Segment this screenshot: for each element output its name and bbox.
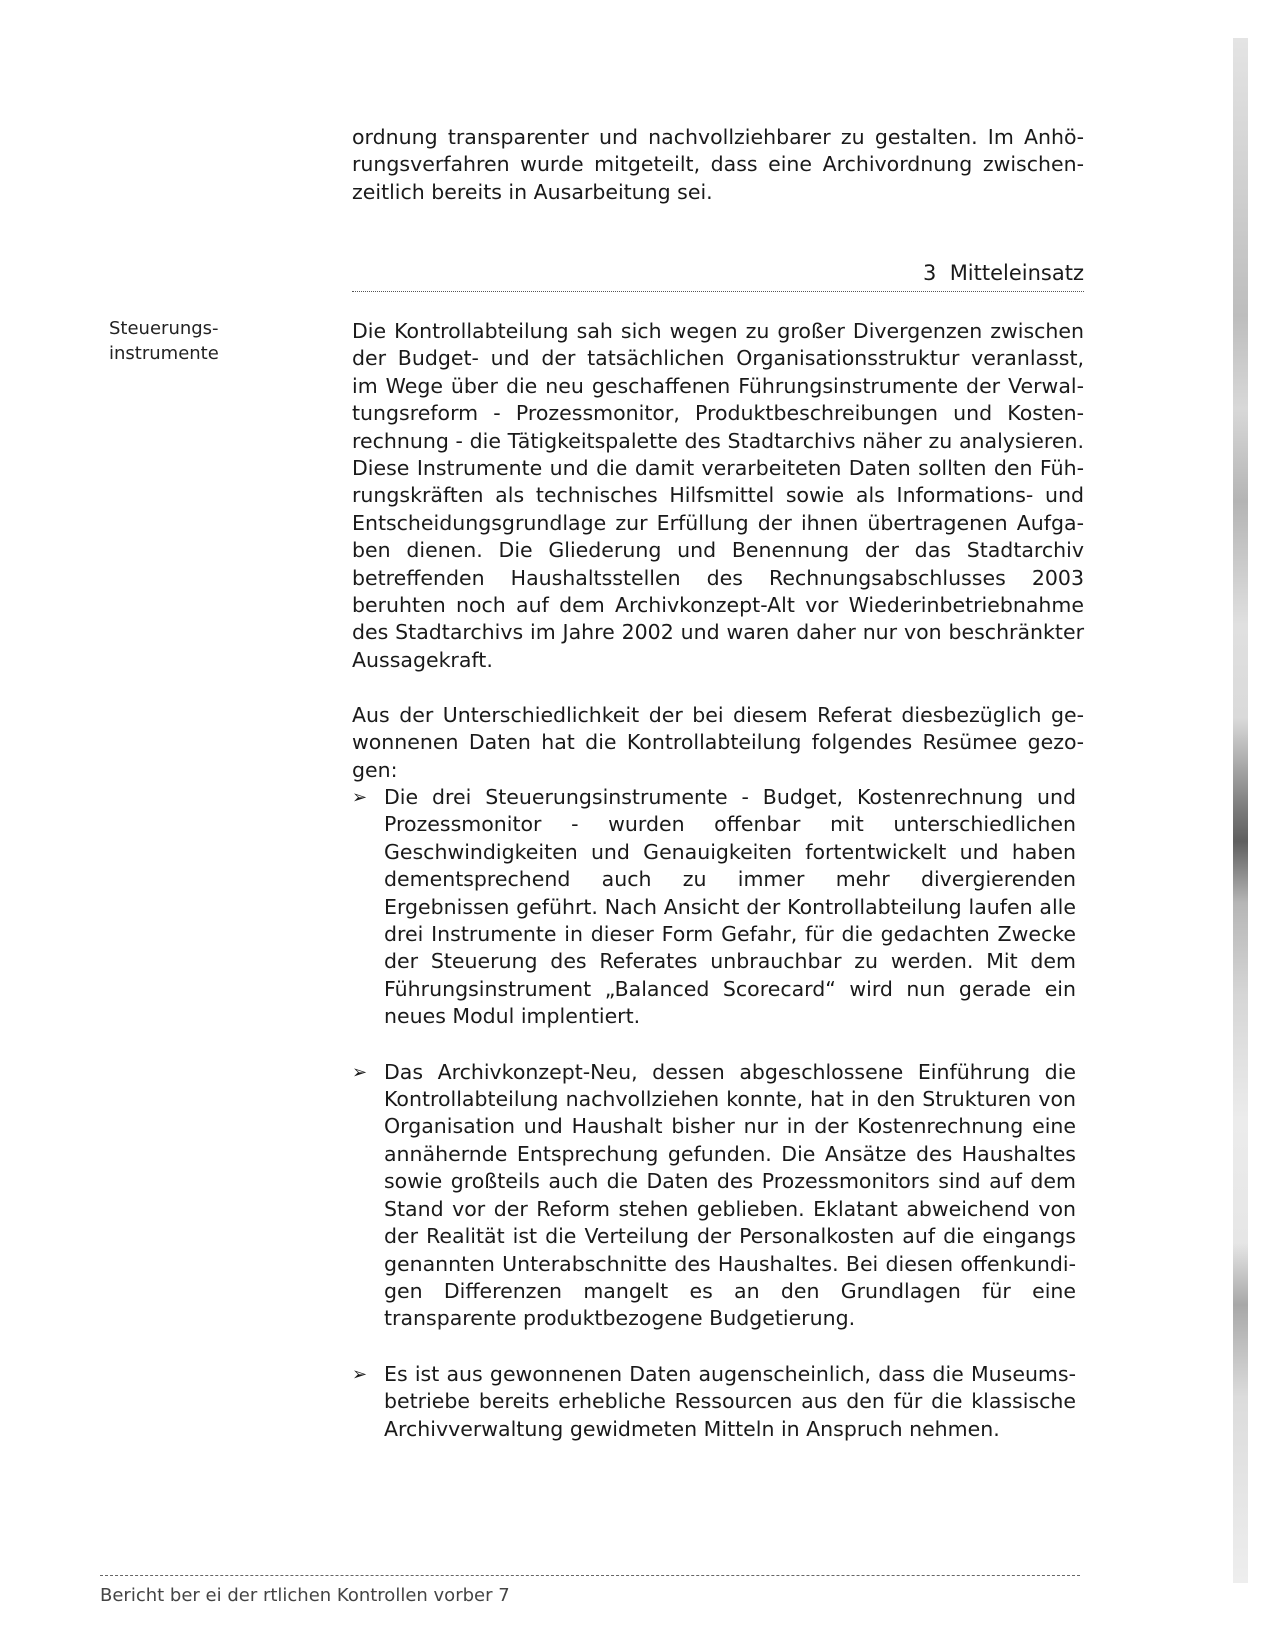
list-item xyxy=(352,1059,1084,1333)
section-number: 3 xyxy=(922,261,937,285)
margin-note xyxy=(109,316,299,366)
body-paragraph: Aus der Unterschiedlichkeit der bei diesem Referat diesbezüglich gewonnenen Daten hat die Kontrollabteilung folgendes Resümee gezogen: xyxy=(352,703,1084,782)
section-heading xyxy=(352,260,1084,292)
margin-note-text: Steuerungs-instrumente xyxy=(109,318,219,364)
list-item xyxy=(352,784,1084,1031)
list-item xyxy=(352,1361,1084,1443)
list-item-text: Die drei Steuerungsinstrumente - Budget, Kostenrechnung und Prozessmonitor - wurden offenbar mit unterschiedlichen Geschwindigkeiten und Genauigkeiten fortentwickelt und haben dementsprechend auch zu immer mehr divergierenden Ergebnissen geführt. Nach Ansicht der Kontrollabteilung laufen alle drei Instrumente in dieser Form Gefahr, für die gedachten Zwecke der Steuerung des Referates unbrauchbar zu werden. Mit dem Führungsinstrument „Balanced Scorecard“ wird nun gerade ein neues Modul implentiert. xyxy=(384,785,1076,1029)
footer-text: Bericht ber ei der rtlichen Kontrollen vorber 7 xyxy=(100,1585,510,1606)
intro-paragraph: ordnung transparenter und nachvollziehbarer zu gestalten. Im Anhörungsverfahren wurde mitgeteilt, dass eine Archivordnung zwischenzeitlich bereits in Ausarbeitung sei. xyxy=(352,125,1084,204)
footer-divider xyxy=(100,1575,1080,1576)
arrow-bullet-icon: ➢ xyxy=(352,787,368,808)
body-paragraph: Die Kontrollabteilung sah sich wegen zu großer Divergenzen zwischen der Budget- und der tatsächlichen Organisationsstruktur veranlasst, im Wege über die neu geschaffenen Führungsinstrumente der Verwaltungsreform - Prozessmonitor, Produktbeschreibungen und Kostenrechnung - die Tätigkeitspalette des Stadtarchivs näher zu analysieren. Diese Instrumente und die damit verarbeiteten Daten sollten den Führungskräften als technisches Hilfsmittel sowie als Informations- und Entscheidungsgrundlage zur Erfüllung der ihnen übertragenen Aufgaben dienen. Die Gliederung und Benennung der das Stadtarchiv betreffenden Haushaltsstellen des Rechnungsabschlusses 2003 beruhten noch auf dem Archivkonzept-Alt vor Wiederinbetriebnahme des Stadtarchivs im Jahre 2002 und waren daher nur von beschränkter Aussagekraft. xyxy=(352,319,1084,672)
arrow-bullet-icon: ➢ xyxy=(352,1061,368,1083)
list-item-text: Das Archivkonzept-Neu, dessen abgeschlossene Einführung die Kontrollabteilung nachvollziehen konnte, hat in den Strukturen von Organisation und Haushalt bisher nur in der Kostenrechnung eine annähernde Entsprechung gefunden. Die Ansätze des Haushaltes sowie großteils auch die Daten des Prozessmonitors sind auf dem Stand vor der Reform stehen geblieben. Eklatant abweichend von der Realität ist die Verteilung der Personalkosten auf die eingangs genannten Unterabschnitte des Haushaltes. Bei diesen offenkundigen Differenzen mangelt es an den Grundlagen für eine transparente produktbezogene Budgetierung. xyxy=(384,1059,1076,1331)
arrow-bullet-icon: ➢ xyxy=(352,1363,368,1385)
list-item-text: Es ist aus gewonnenen Daten augenscheinlich, dass die Museumsbetriebe bereits erhebliche Ressourcen aus den für die klassische Archivverwaltung gewidmeten Mitteln in Anspruch nehmen. xyxy=(384,1361,1076,1441)
section-title: Mitteleinsatz xyxy=(949,261,1084,285)
scan-edge-strip xyxy=(1233,38,1248,1583)
bullet-list xyxy=(352,784,1084,1471)
